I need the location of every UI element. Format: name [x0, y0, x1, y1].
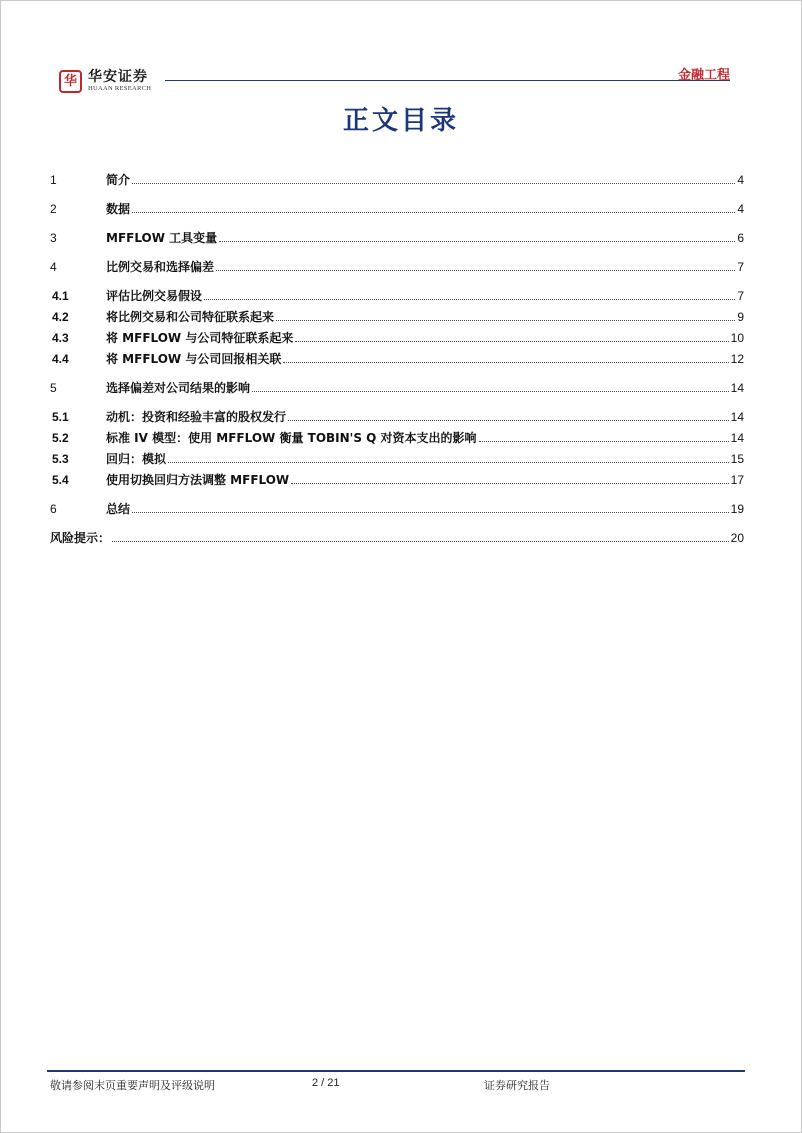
toc-leader [132, 211, 735, 213]
toc-label: 使用切换回归方法调整 MFFLOW [106, 473, 290, 487]
toc-page: 12 [730, 352, 744, 366]
page-title: 正文目录 [342, 106, 459, 136]
toc-label: 简介 [106, 173, 131, 187]
logo-name-cn: 华安证券 [88, 69, 148, 85]
toc-entry-5-2[interactable] [50, 429, 744, 445]
toc-leader [295, 340, 728, 342]
toc-number: 5.3 [52, 452, 69, 466]
toc-entry-4-1[interactable] [50, 287, 744, 303]
toc-leader [204, 298, 735, 300]
page-number: 2 / 21 [312, 1077, 340, 1089]
toc-number: 6 [50, 502, 57, 516]
toc-label: 动机：投资和经验丰富的股权发行 [106, 410, 287, 424]
toc-number: 5.1 [52, 410, 69, 424]
toc-label: 将 MFFLOW 与公司特征联系起来 [106, 331, 294, 345]
toc-entry-risk[interactable] [50, 529, 744, 545]
toc-page: 7 [737, 260, 744, 274]
toc-entry-5-4[interactable] [50, 471, 744, 487]
toc-number: 5.4 [52, 473, 69, 487]
toc-entry-4-4[interactable] [50, 350, 744, 366]
toc-label: 数据 [106, 202, 131, 216]
toc-leader [252, 390, 729, 392]
toc-page: 7 [737, 289, 744, 303]
toc-number: 3 [50, 231, 57, 245]
toc-page: 10 [730, 331, 744, 345]
toc-number: 5 [50, 381, 57, 395]
toc-leader [283, 361, 728, 363]
footer-disclaimer: 敬请参阅末页重要声明及评级说明 [50, 1079, 215, 1092]
toc-label: 比例交易和选择偏差 [106, 260, 215, 274]
toc-entry-5[interactable] [50, 379, 744, 395]
toc-leader [479, 440, 729, 442]
toc-leader [276, 319, 735, 321]
toc-label: 选择偏差对公司结果的影响 [106, 381, 251, 395]
toc-number: 2 [50, 202, 57, 216]
toc-page: 15 [730, 452, 744, 466]
toc-label: 标准 IV 模型：使用 MFFLOW 衡量 TOBIN'S Q 对资本支出的影响 [106, 431, 477, 445]
toc-entry-4-2[interactable] [50, 308, 744, 324]
toc-number: 5.2 [52, 431, 69, 445]
toc-page: 6 [737, 231, 744, 245]
toc-entry-5-1[interactable] [50, 408, 744, 424]
toc-label: 评估比例交易假设 [106, 289, 203, 303]
toc-label: 总结 [106, 502, 131, 516]
toc-page: 14 [730, 410, 744, 424]
toc-leader [219, 240, 735, 242]
toc-page: 17 [730, 473, 744, 487]
toc-leader [291, 482, 728, 484]
toc-label: 风险提示： [50, 531, 111, 545]
toc-entry-4-3[interactable] [50, 329, 744, 345]
toc-leader [132, 511, 729, 513]
toc-page: 20 [730, 531, 744, 545]
toc-leader [288, 419, 729, 421]
footer-report-type: 证券研究报告 [484, 1079, 550, 1092]
toc-entry-3[interactable] [50, 229, 744, 245]
toc-label: 回归：模拟 [106, 452, 167, 466]
toc-page: 9 [737, 310, 744, 324]
toc-page: 4 [737, 202, 744, 216]
toc-entry-6[interactable] [50, 500, 744, 516]
toc-page: 4 [737, 173, 744, 187]
toc-entry-5-3[interactable] [50, 450, 744, 466]
toc-page: 19 [730, 502, 744, 516]
toc-number: 4.2 [52, 310, 69, 324]
toc-number: 4.3 [52, 331, 69, 345]
company-logo [59, 70, 151, 93]
toc-leader [168, 461, 729, 463]
toc-label: MFFLOW 工具变量 [106, 231, 218, 245]
toc-entry-4[interactable] [50, 258, 744, 274]
toc-number: 4 [50, 260, 57, 274]
report-category: 金融工程 [677, 68, 730, 83]
toc-number: 4.1 [52, 289, 69, 303]
toc-label: 将 MFFLOW 与公司回报相关联 [106, 352, 282, 366]
toc-number: 4.4 [52, 352, 69, 366]
toc-leader [112, 540, 729, 542]
toc-leader [216, 269, 735, 271]
toc-entry-2[interactable] [50, 200, 744, 216]
toc-entry-1[interactable] [50, 171, 744, 187]
toc-leader [132, 182, 735, 184]
toc-number: 1 [50, 173, 57, 187]
toc-page: 14 [730, 431, 744, 445]
footer-divider [47, 1070, 745, 1072]
toc-page: 14 [730, 381, 744, 395]
header-divider [165, 80, 730, 81]
logo-seal-icon: 华 [59, 70, 82, 93]
toc-label: 将比例交易和公司特征联系起来 [106, 310, 275, 324]
logo-name-en: HUAAN RESEARCH [88, 85, 152, 92]
